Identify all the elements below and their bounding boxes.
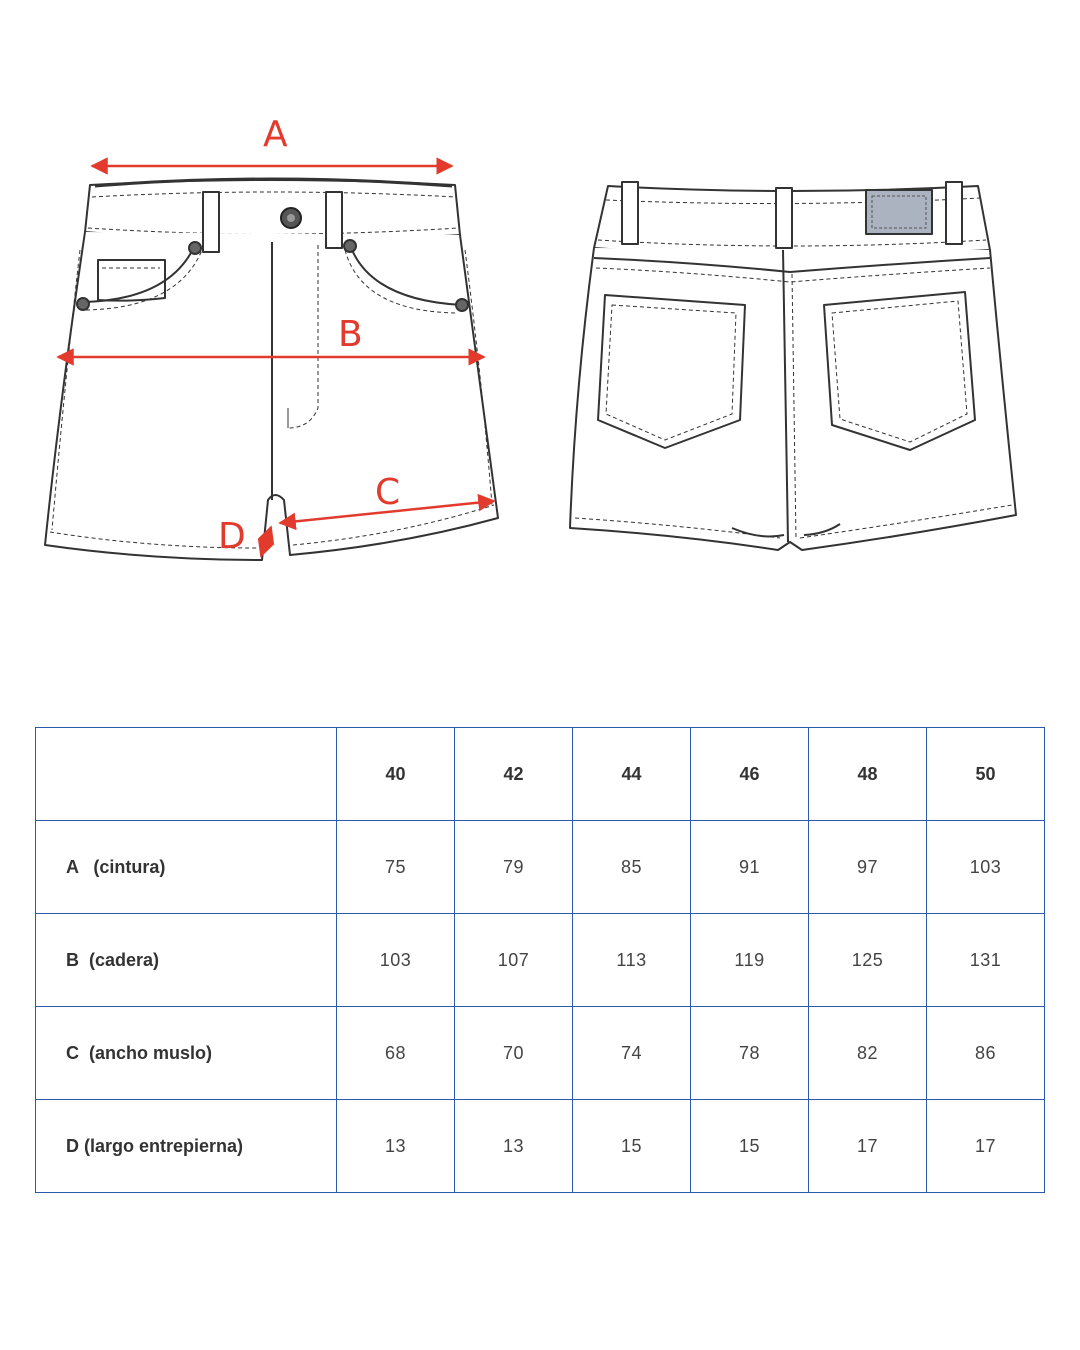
measurement-value: 70 — [455, 1007, 573, 1100]
table-row — [36, 821, 1045, 914]
measurement-value: 17 — [809, 1100, 927, 1193]
measurement-value: 17 — [927, 1100, 1045, 1193]
back-view — [570, 182, 1016, 550]
row-label: A (cintura) — [36, 821, 337, 914]
table-row — [36, 1007, 1045, 1100]
row-label: B (cadera) — [36, 914, 337, 1007]
measure-d-label: D — [218, 516, 246, 557]
measurement-value: 13 — [455, 1100, 573, 1193]
row-label: D (largo entrepierna) — [36, 1100, 337, 1193]
header-empty-cell — [36, 728, 337, 821]
measurement-value: 119 — [691, 914, 809, 1007]
measurement-value: 78 — [691, 1007, 809, 1100]
measure-a-label: A — [263, 114, 288, 155]
size-header: 44 — [573, 728, 691, 821]
measure-c-label: C — [375, 472, 401, 513]
measurement-value: 85 — [573, 821, 691, 914]
shorts-diagram — [0, 0, 1080, 620]
measurement-value: 15 — [573, 1100, 691, 1193]
measurement-value: 103 — [337, 914, 455, 1007]
size-header: 40 — [337, 728, 455, 821]
size-header: 42 — [455, 728, 573, 821]
measurement-value: 13 — [337, 1100, 455, 1193]
table-header-row — [36, 728, 1045, 821]
table-row — [36, 1100, 1045, 1193]
measurement-value: 86 — [927, 1007, 1045, 1100]
measure-b-label: B — [338, 314, 363, 355]
measurement-value: 68 — [337, 1007, 455, 1100]
size-header: 48 — [809, 728, 927, 821]
measurement-value: 91 — [691, 821, 809, 914]
measurement-value: 15 — [691, 1100, 809, 1193]
size-header: 46 — [691, 728, 809, 821]
size-header: 50 — [927, 728, 1045, 821]
measurement-value: 113 — [573, 914, 691, 1007]
front-view — [45, 179, 498, 560]
row-label: C (ancho muslo) — [36, 1007, 337, 1100]
measurement-value: 97 — [809, 821, 927, 914]
measurement-value: 75 — [337, 821, 455, 914]
table-row — [36, 914, 1045, 1007]
measurement-value: 107 — [455, 914, 573, 1007]
measurement-value: 103 — [927, 821, 1045, 914]
measurement-value: 125 — [809, 914, 927, 1007]
measurement-value: 131 — [927, 914, 1045, 1007]
measurement-value: 79 — [455, 821, 573, 914]
measurement-value: 82 — [809, 1007, 927, 1100]
size-table — [35, 727, 1045, 1193]
measurement-value: 74 — [573, 1007, 691, 1100]
